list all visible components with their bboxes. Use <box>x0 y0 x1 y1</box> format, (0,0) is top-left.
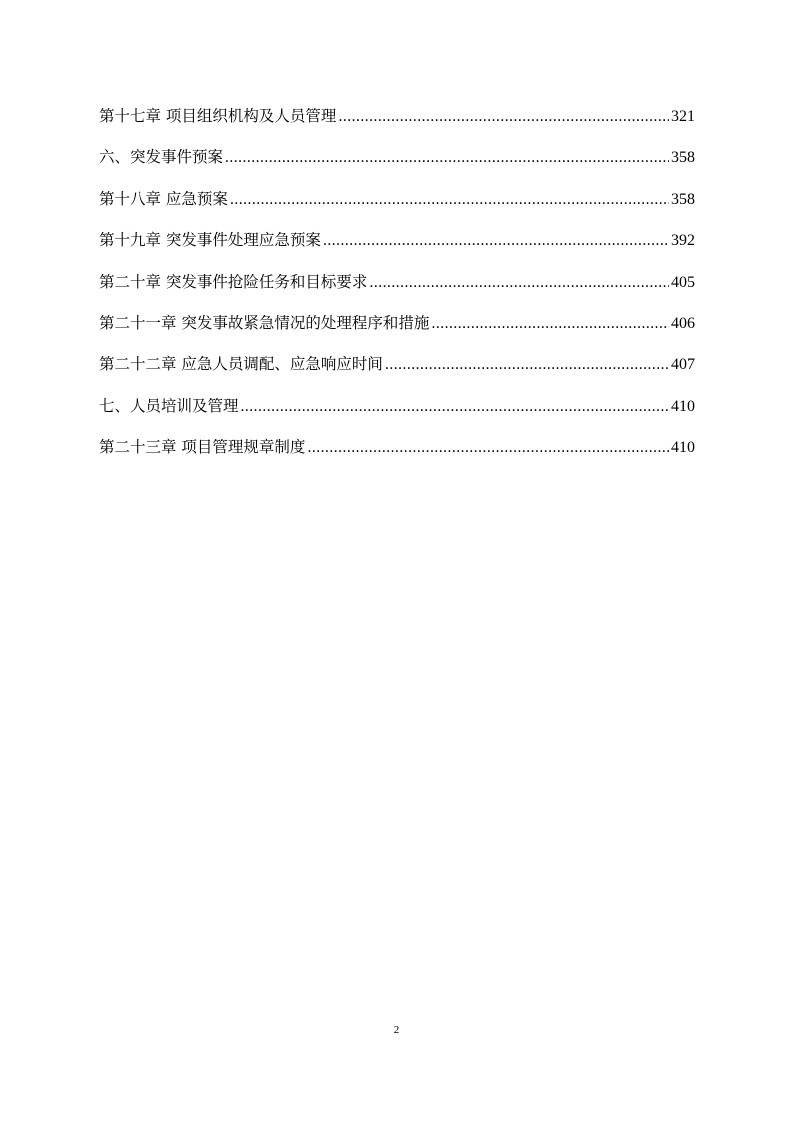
toc-entry-page: 406 <box>671 314 695 332</box>
toc-leader-dots <box>385 353 669 377</box>
toc-leader-dots <box>230 188 669 212</box>
toc-entry[interactable] <box>99 352 695 393</box>
toc-entry-page: 392 <box>671 232 695 250</box>
toc-entry-title: 六、突发事件预案 <box>99 148 224 167</box>
toc-leader-dots <box>307 436 669 460</box>
toc-entry-title: 第二十一章 突发事故紧急情况的处理程序和措施 <box>99 313 430 332</box>
toc-entry[interactable] <box>99 104 695 145</box>
table-of-contents <box>99 104 695 477</box>
toc-entry[interactable] <box>99 187 695 228</box>
toc-entry-page: 358 <box>671 190 695 208</box>
toc-entry-title: 第十七章 项目组织机构及人员管理 <box>99 107 337 125</box>
toc-entry-page: 410 <box>671 397 695 415</box>
toc-entry[interactable] <box>99 270 695 311</box>
toc-entry-title: 第十九章 突发事件处理应急预案 <box>99 231 321 250</box>
toc-leader-dots <box>225 146 669 170</box>
page-number: 2 <box>393 1024 400 1036</box>
toc-leader-dots <box>323 229 669 253</box>
toc-entry-page: 405 <box>671 273 695 291</box>
toc-entry[interactable] <box>99 435 695 476</box>
toc-entry-page: 410 <box>671 439 695 457</box>
toc-entry[interactable] <box>99 311 695 352</box>
toc-leader-dots <box>241 395 669 419</box>
toc-entry-title: 第二十三章 项目管理规章制度 <box>99 438 306 457</box>
toc-leader-dots <box>431 312 669 336</box>
toc-entry-title: 第二十二章 应急人员调配、应急响应时间 <box>99 355 383 374</box>
toc-entry[interactable] <box>99 145 695 186</box>
toc-entry-title: 第二十章 突发事件抢险任务和目标要求 <box>99 272 368 291</box>
toc-leader-dots <box>369 271 669 295</box>
toc-entry[interactable] <box>99 394 695 435</box>
toc-entry-page: 407 <box>671 356 695 374</box>
toc-entry-page: 358 <box>671 149 695 167</box>
toc-entry[interactable] <box>99 228 695 269</box>
toc-entry-page: 321 <box>671 108 695 125</box>
toc-entry-title: 七、人员培训及管理 <box>99 396 239 415</box>
toc-leader-dots <box>338 105 669 129</box>
toc-entry-title: 第十八章 应急预案 <box>99 189 228 208</box>
